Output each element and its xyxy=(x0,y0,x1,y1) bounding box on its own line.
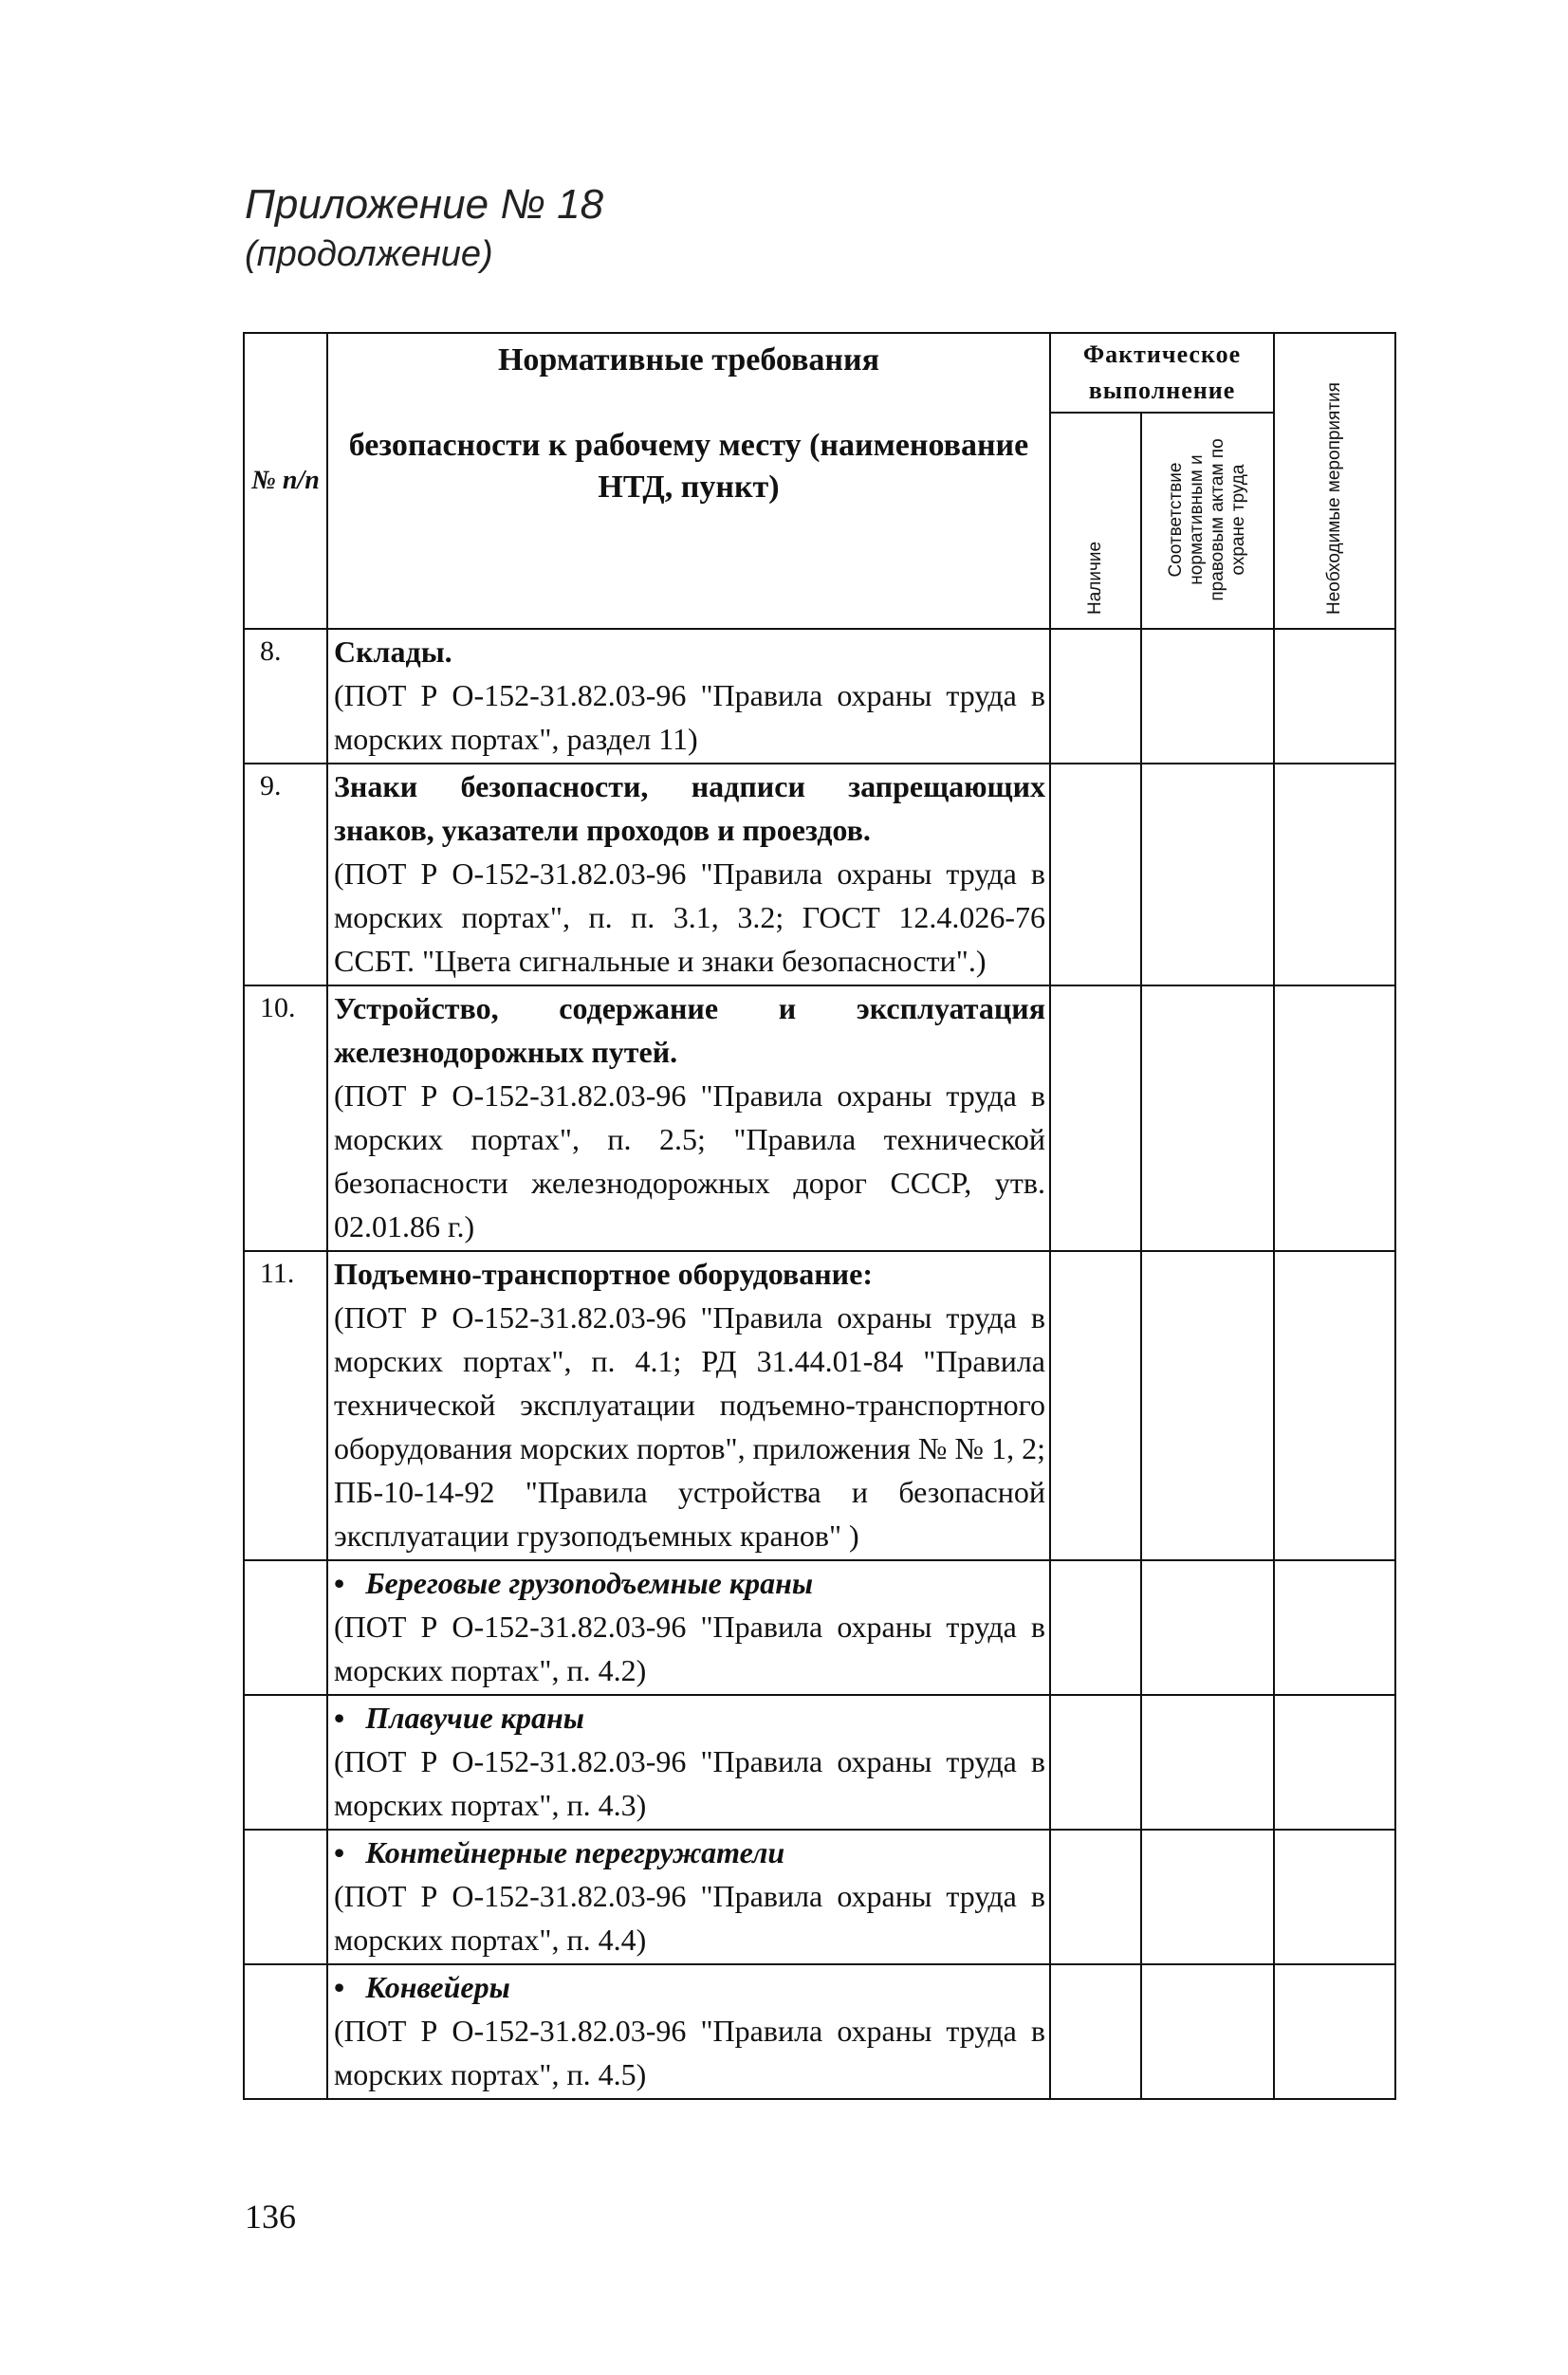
table-row xyxy=(244,1251,1395,1560)
row-num: 8. xyxy=(244,629,327,764)
measures-cell[interactable] xyxy=(1274,985,1395,1251)
requirements-table xyxy=(243,332,1396,2100)
row-title xyxy=(334,1696,1045,1740)
row-num xyxy=(244,1964,327,2099)
measures-cell[interactable] xyxy=(1274,629,1395,764)
page-heading xyxy=(245,178,603,277)
row-title-text: Плавучие краны xyxy=(365,1701,584,1735)
row-requirement xyxy=(327,1560,1050,1695)
table-row xyxy=(244,629,1395,764)
bullet-icon: • xyxy=(334,1566,345,1600)
table-row xyxy=(244,1964,1395,2099)
header-num: № п/п xyxy=(244,333,327,629)
measures-cell[interactable] xyxy=(1274,1560,1395,1695)
header-requirements-line2: безопасности к рабочему месту (наименование НТД, пункт) xyxy=(348,428,1029,505)
bullet-icon: • xyxy=(334,1701,345,1735)
compliance-cell[interactable] xyxy=(1141,1695,1274,1830)
header-presence: Наличие xyxy=(1085,541,1105,615)
presence-cell[interactable] xyxy=(1050,985,1141,1251)
row-requirement xyxy=(327,1695,1050,1830)
header-presence-cell xyxy=(1050,413,1141,629)
presence-cell[interactable] xyxy=(1050,1964,1141,2099)
table-row xyxy=(244,1560,1395,1695)
row-requirement xyxy=(327,629,1050,764)
row-text: (ПОТ Р О-152-31.82.03-96 "Правила охраны труда в морских портах", п. 4.4) xyxy=(334,1879,1045,1957)
presence-cell[interactable] xyxy=(1050,1695,1141,1830)
row-num: 9. xyxy=(244,764,327,985)
header-measures-cell xyxy=(1274,333,1395,629)
row-title xyxy=(334,1561,1045,1605)
row-text: (ПОТ Р О-152-31.82.03-96 "Правила охраны труда в морских портах", п. 4.1; РД 31.44.01-84 "Правила технической эксплуатации подъемно-транспортного оборудования морских портов", приложения № № 1, 2; ПБ-10-14-92 "Правила устройства и безопасной эксплуатации грузоподъемных кранов" ) xyxy=(334,1300,1045,1553)
table-row xyxy=(244,1695,1395,1830)
bullet-icon: • xyxy=(334,1835,345,1869)
presence-cell[interactable] xyxy=(1050,1560,1141,1695)
compliance-cell[interactable] xyxy=(1141,629,1274,764)
row-num: 10. xyxy=(244,985,327,1251)
row-title: Подъемно-транспортное оборудование: xyxy=(334,1257,873,1291)
row-title: Устройство, содержание и эксплуатация железнодорожных путей. xyxy=(334,991,1045,1069)
header-requirements-line1: Нормативные требования xyxy=(497,342,880,377)
measures-cell[interactable] xyxy=(1274,1830,1395,1964)
row-text: (ПОТ Р О-152-31.82.03-96 "Правила охраны труда в морских портах", раздел 11) xyxy=(334,678,1045,756)
compliance-cell[interactable] xyxy=(1141,1830,1274,1964)
measures-cell[interactable] xyxy=(1274,764,1395,985)
row-text: (ПОТ Р О-152-31.82.03-96 "Правила охраны труда в морских портах", п. п. 3.1, 3.2; ГОСТ 12.4.026-76 ССБТ. "Цвета сигнальные и знаки безопасности".) xyxy=(334,856,1045,978)
row-text: (ПОТ Р О-152-31.82.03-96 "Правила охраны труда в морских портах", п. 4.2) xyxy=(334,1610,1045,1687)
table-row xyxy=(244,1830,1395,1964)
presence-cell[interactable] xyxy=(1050,1251,1141,1560)
row-num xyxy=(244,1830,327,1964)
compliance-cell[interactable] xyxy=(1141,764,1274,985)
table-row xyxy=(244,985,1395,1251)
row-title: Склады. xyxy=(334,635,452,669)
header-compliance-cell xyxy=(1141,413,1274,629)
table-row xyxy=(244,764,1395,985)
presence-cell[interactable] xyxy=(1050,629,1141,764)
row-text: (ПОТ Р О-152-31.82.03-96 "Правила охраны труда в морских портах", п. 2.5; "Правила технической безопасности железнодорожных дорог СССР, утв. 02.01.86 г.) xyxy=(334,1078,1045,1243)
row-title xyxy=(334,1965,1045,2009)
row-title-text: Контейнерные перегружатели xyxy=(365,1835,785,1869)
row-text: (ПОТ Р О-152-31.82.03-96 "Правила охраны труда в морских портах", п. 4.3) xyxy=(334,1744,1045,1822)
header-measures: Необходимые мероприятия xyxy=(1324,382,1345,615)
row-requirement xyxy=(327,1830,1050,1964)
compliance-cell[interactable] xyxy=(1141,1560,1274,1695)
compliance-cell[interactable] xyxy=(1141,1251,1274,1560)
measures-cell[interactable] xyxy=(1274,1964,1395,2099)
row-title-text: Береговые грузоподъемные краны xyxy=(365,1566,814,1600)
bullet-icon: • xyxy=(334,1970,345,2004)
row-title-text: Конвейеры xyxy=(365,1970,510,2004)
compliance-cell[interactable] xyxy=(1141,985,1274,1251)
requirements-rows xyxy=(244,629,1395,2099)
row-num xyxy=(244,1695,327,1830)
row-text: (ПОТ Р О-152-31.82.03-96 "Правила охраны труда в морских портах", п. 4.5) xyxy=(334,2014,1045,2091)
row-num xyxy=(244,1560,327,1695)
appendix-title: Приложение № 18 xyxy=(245,181,604,228)
header-actual: Фактическое выполнение xyxy=(1050,333,1274,413)
row-title xyxy=(334,1831,1045,1874)
header-compliance: Соответствие нормативным и правовым актам по охране труда xyxy=(1166,438,1248,601)
measures-cell[interactable] xyxy=(1274,1251,1395,1560)
row-requirement xyxy=(327,985,1050,1251)
measures-cell[interactable] xyxy=(1274,1695,1395,1830)
row-requirement xyxy=(327,764,1050,985)
compliance-cell[interactable] xyxy=(1141,1964,1274,2099)
page-number: 136 xyxy=(245,2198,296,2236)
row-title: Знаки безопасности, надписи запрещающих знаков, указатели проходов и проездов. xyxy=(334,769,1045,847)
appendix-subtitle: (продолжение) xyxy=(245,234,493,274)
row-requirement xyxy=(327,1964,1050,2099)
header-requirements xyxy=(327,333,1050,629)
presence-cell[interactable] xyxy=(1050,1830,1141,1964)
row-num: 11. xyxy=(244,1251,327,1560)
presence-cell[interactable] xyxy=(1050,764,1141,985)
row-requirement xyxy=(327,1251,1050,1560)
